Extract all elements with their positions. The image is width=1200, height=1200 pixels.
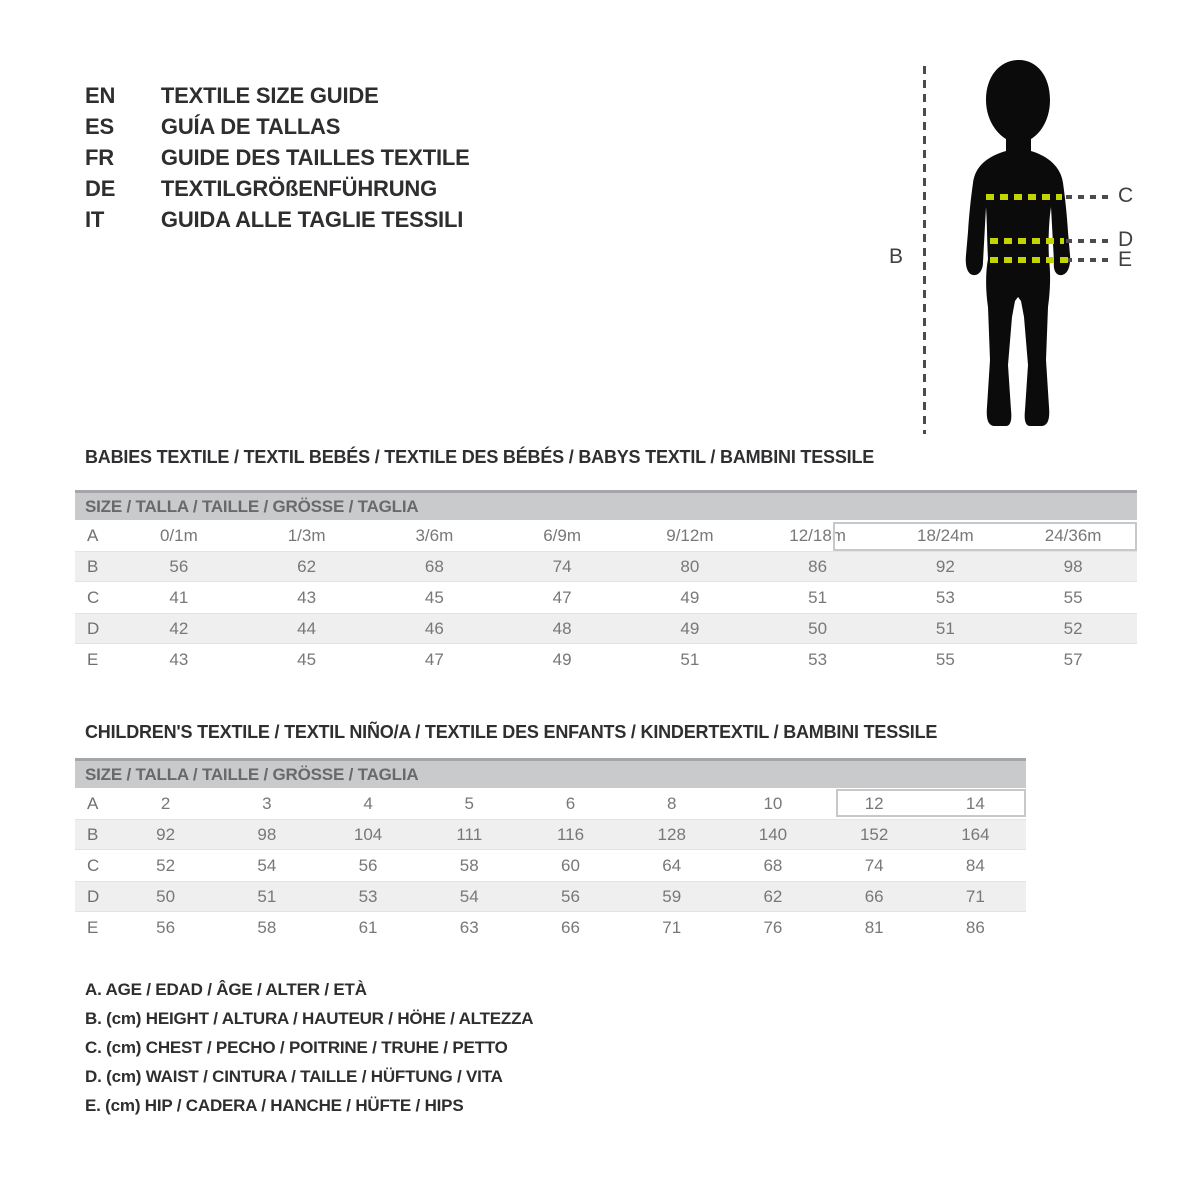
size-cell: 92: [935, 556, 955, 576]
babies-highlighted-sizes-box: [833, 522, 1137, 551]
size-table-row: [75, 881, 1026, 912]
size-cell: 53: [808, 649, 828, 669]
size-cell: 92: [156, 824, 176, 844]
size-cell: 51: [808, 587, 828, 607]
waist-leader-dashes: [1066, 239, 1110, 243]
size-cell: 12/18m: [789, 525, 846, 545]
size-cell: 45: [297, 649, 317, 669]
size-cell: 66: [864, 886, 884, 906]
size-table-row: [75, 850, 1026, 881]
language-code: IT: [85, 207, 105, 232]
size-cell: 49: [680, 587, 700, 607]
language-title: GUÍA DE TALLAS: [160, 114, 341, 139]
language-code: ES: [85, 114, 114, 139]
child-silhouette: [955, 55, 1085, 437]
hip-marker-label: E: [1118, 248, 1133, 271]
language-code: EN: [85, 83, 116, 108]
size-cell: 104: [353, 824, 383, 844]
size-cell: 64: [662, 855, 682, 875]
language-row: [85, 80, 470, 111]
size-cell: 49: [680, 618, 700, 638]
row-label: D: [87, 618, 100, 638]
size-cell: 68: [763, 855, 783, 875]
size-cell: 54: [459, 886, 479, 906]
size-cell: 1/3m: [287, 525, 326, 545]
size-cell: 6/9m: [543, 525, 582, 545]
size-cell: 47: [552, 587, 572, 607]
row-label: A: [87, 793, 99, 813]
babies-table: [75, 490, 1137, 675]
size-cell: 12: [864, 793, 884, 813]
size-cell: 3/6m: [415, 525, 454, 545]
size-cell: 60: [561, 855, 580, 875]
size-cell: 74: [864, 855, 884, 875]
row-label: D: [87, 886, 100, 906]
size-cell: 49: [552, 649, 572, 669]
chest-leader-dashes: [1066, 195, 1110, 199]
size-cell: 63: [459, 917, 479, 937]
waist-marker-label: D: [1118, 228, 1134, 251]
size-cell: 2: [160, 793, 171, 813]
size-cell: 44: [297, 618, 317, 638]
size-table-row: [75, 582, 1137, 613]
size-cell: 116: [556, 824, 585, 844]
waist-measure-dashes: [990, 238, 1064, 244]
size-cell: 68: [424, 556, 444, 576]
size-cell: 140: [758, 824, 788, 844]
language-guide: [85, 80, 470, 235]
size-cell: 18/24m: [917, 525, 974, 545]
size-cell: 41: [169, 587, 189, 607]
size-cell: 50: [156, 886, 176, 906]
children-highlighted-sizes-box: [836, 789, 1026, 817]
language-title: TEXTILE SIZE GUIDE: [160, 83, 379, 108]
size-cell: 76: [763, 917, 783, 937]
measurement-legend: [85, 975, 533, 1120]
size-cell: 98: [257, 824, 277, 844]
size-cell: 59: [662, 886, 682, 906]
size-cell: 56: [156, 917, 176, 937]
language-title: GUIDE DES TAILLES TEXTILE: [160, 145, 470, 170]
size-cell: 3: [262, 793, 272, 813]
size-cell: 152: [859, 824, 889, 844]
size-cell: 164: [961, 824, 990, 844]
language-row: [85, 111, 470, 142]
size-cell: 53: [358, 886, 378, 906]
size-cell: 47: [424, 649, 444, 669]
language-row: [85, 142, 470, 173]
language-row: [85, 204, 470, 235]
size-cell: 111: [456, 824, 483, 844]
height-measure-dashed-line: [923, 66, 926, 434]
size-cell: 51: [257, 886, 277, 906]
size-cell: 86: [965, 917, 985, 937]
size-cell: 56: [561, 886, 580, 906]
size-cell: 43: [297, 587, 317, 607]
size-cell: 61: [358, 917, 378, 937]
height-marker-label: B: [889, 245, 904, 268]
size-cell: 0/1m: [159, 525, 198, 545]
children-table: [75, 758, 1026, 943]
size-cell: 8: [666, 793, 677, 813]
row-label: E: [87, 917, 99, 937]
size-cell: 128: [657, 824, 686, 844]
size-cell: 51: [935, 618, 955, 638]
row-label: B: [87, 556, 99, 576]
size-cell: 24/36m: [1044, 525, 1102, 545]
legend-row: E. (cm) HIP / CADERA / HANCHE / HÜFTE / HIPS: [85, 1096, 464, 1115]
size-cell: 50: [808, 618, 828, 638]
size-table-row: [75, 819, 1026, 850]
size-table-row: [75, 912, 1026, 943]
hip-measure-dashes: [990, 257, 1068, 263]
size-table-row: [75, 551, 1137, 582]
size-cell: 62: [763, 886, 783, 906]
size-cell: 71: [662, 917, 682, 937]
size-cell: 86: [808, 556, 828, 576]
size-cell: 74: [552, 556, 572, 576]
babies-section-title: BABIES TEXTILE / TEXTIL BEBÉS / TEXTILE DES BÉBÉS / BABYS TEXTIL / BAMBINI TESSILE: [85, 447, 875, 467]
size-table-row: [75, 644, 1137, 675]
babies-table-header: SIZE / TALLA / TAILLE / GRÖSSE / TAGLIA: [75, 490, 1137, 520]
size-cell: 14: [965, 793, 985, 813]
row-label: B: [87, 824, 99, 844]
size-cell: 81: [864, 917, 884, 937]
size-cell: 56: [169, 556, 189, 576]
size-cell: 98: [1063, 556, 1083, 576]
row-label: A: [87, 525, 99, 545]
size-cell: 53: [935, 587, 955, 607]
size-cell: 4: [363, 793, 373, 813]
language-code: DE: [85, 176, 116, 201]
size-cell: 51: [680, 649, 700, 669]
size-cell: 55: [935, 649, 955, 669]
children-table-header: SIZE / TALLA / TAILLE / GRÖSSE / TAGLIA: [75, 758, 1026, 788]
size-cell: 58: [257, 917, 277, 937]
size-cell: 46: [424, 618, 444, 638]
size-cell: 10: [763, 793, 783, 813]
size-cell: 57: [1063, 649, 1083, 669]
size-cell: 54: [257, 855, 277, 875]
size-cell: 55: [1063, 587, 1083, 607]
size-table-row: [75, 613, 1137, 644]
row-label: C: [87, 587, 100, 607]
size-cell: 9/12m: [666, 525, 714, 545]
size-cell: 52: [1063, 618, 1083, 638]
size-cell: 58: [459, 855, 479, 875]
size-cell: 62: [297, 556, 317, 576]
size-cell: 80: [680, 556, 700, 576]
chest-marker-label: C: [1118, 184, 1134, 207]
legend-row: B. (cm) HEIGHT / ALTURA / HAUTEUR / HÖHE / ALTEZZA: [85, 1009, 534, 1028]
size-cell: 52: [156, 855, 176, 875]
size-cell: 45: [424, 587, 444, 607]
row-label: C: [87, 855, 100, 875]
children-section-title: CHILDREN'S TEXTILE / TEXTIL NIÑO/A / TEXTILE DES ENFANTS / KINDERTEXTIL / BAMBINI TESSILE: [85, 722, 938, 742]
size-cell: 6: [565, 793, 576, 813]
size-cell: 42: [169, 618, 189, 638]
legend-row: A. AGE / EDAD / ÂGE / ALTER / ETÀ: [85, 980, 367, 999]
row-label: E: [87, 649, 99, 669]
size-cell: 56: [358, 855, 378, 875]
size-cell: 66: [561, 917, 580, 937]
language-title: GUIDA ALLE TAGLIE TESSILI: [160, 207, 464, 232]
language-code: FR: [85, 145, 114, 170]
size-cell: 84: [965, 855, 985, 875]
size-cell: 48: [552, 618, 572, 638]
legend-row: D. (cm) WAIST / CINTURA / TAILLE / HÜFTUNG / VITA: [85, 1067, 503, 1086]
size-cell: 5: [464, 793, 474, 813]
size-cell: 71: [965, 886, 985, 906]
language-row: [85, 173, 470, 204]
chest-measure-dashes: [986, 194, 1062, 200]
size-cell: 43: [169, 649, 189, 669]
legend-row: C. (cm) CHEST / PECHO / POITRINE / TRUHE / PETTO: [85, 1038, 508, 1057]
language-title: TEXTILGRÖßENFÜHRUNG: [160, 176, 437, 201]
hip-leader-dashes: [1066, 258, 1110, 262]
